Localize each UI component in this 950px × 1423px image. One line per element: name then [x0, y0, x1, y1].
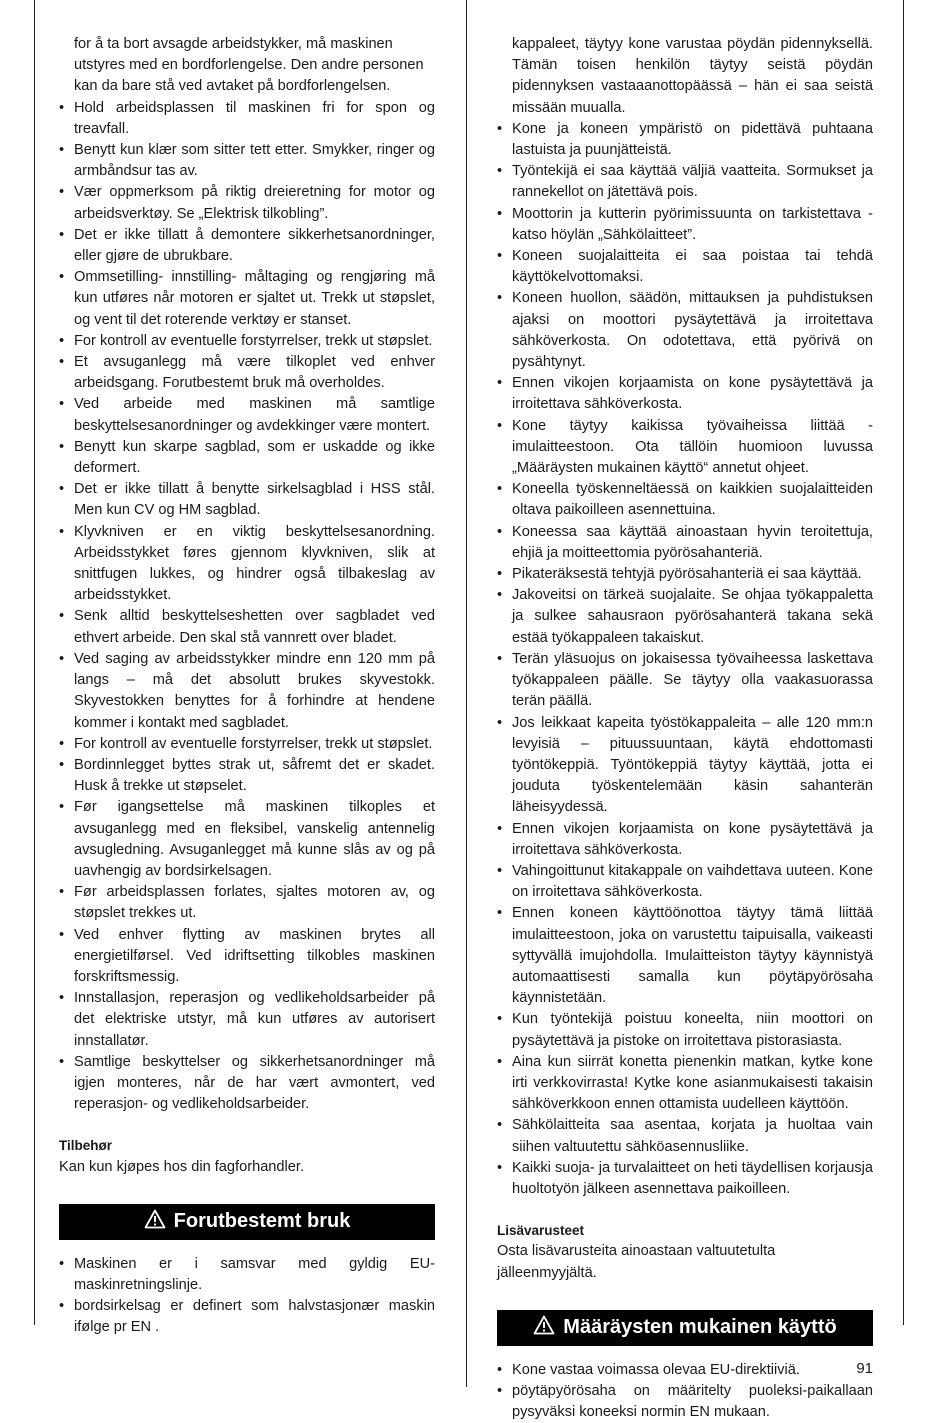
left-safety-list: [59, 98, 435, 1116]
list-item: • Før arbeidsplassen forlates, sjaltes motoren av, og støpslet trekkes ut.: [59, 882, 435, 924]
warning-triangle-icon: [144, 1209, 166, 1234]
list-item: • Kone täytyy kaikissa työvaiheissa liittää -imulaitteestoon. Ota tällöin huomioon luvussa „Määräysten mukainen käyttö“ annetut ohjeet.: [497, 416, 873, 480]
list-item: • Kaikki suoja- ja turvalaitteet on heti täydellisen korjausja huoltotyön jälkeen asennettava paikoilleen.: [497, 1158, 873, 1200]
list-item: • Innstallasjon, reperasjon og vedlikeholdsarbeider på det elektriske utstyr, må kun utføres av autorisert innstallatør.: [59, 988, 435, 1052]
list-item: • Maskinen er i samsvar med gyldig EU-maskinretningslinje.: [59, 1254, 435, 1296]
list-item: • Koneen huollon, säädön, mittauksen ja puhdistuksen ajaksi on moottori pysäytettävä ja irroitettava sähköverkosta. On odotettava, että pyörivä on pysähtynyt.: [497, 288, 873, 373]
list-item: • Koneessa saa käyttää ainoastaan hyvin teroitettuja, ehjiä ja moitteettomia pyörösahanteriä.: [497, 522, 873, 564]
list-item: • Ved arbeide med maskinen må samtlige beskyttelsesanordninger og avdekkinger være montert.: [59, 394, 435, 436]
list-item: • Klyvkniven er en viktig beskyttelsesanordning. Arbeidsstykket føres gjennom klyvkniven, slik at snittfugen lukkes, og hindrer også tilbakeslag av arbeidsstykket.: [59, 522, 435, 607]
intended-use-list: [497, 1360, 873, 1423]
list-item: • Koneella työskenneltäessä on kaikkien suojalaitteiden oltava paikoilleen asennettuina.: [497, 479, 873, 521]
right-safety-list: [497, 119, 873, 1200]
right-lead-paragraph: kappaleet, täytyy kone varustaa pöydän pidennyksellä. Tämän toisen henkilön täytyy seistä pöydän pidennyksen vastaaanottopäässä – hän ei saa seistä missään muualla.: [512, 36, 873, 116]
list-item: • Kone vastaa voimassa olevaa EU-direktiiviä.: [497, 1360, 873, 1381]
list-item: • Ennen vikojen korjaamista on kone pysäytettävä ja irroitettava sähköverkosta.: [497, 373, 873, 415]
right-column: [497, 34, 873, 1423]
list-item: • Työntekijä ei saa käyttää väljiä vaatteita. Sormukset ja rannekellot on jätettävä pois.: [497, 161, 873, 203]
accessory-heading: Lisävarusteet: [497, 1223, 585, 1239]
list-item: • Pikateräksestä tehtyjä pyörösahanteriä ei saa käyttää.: [497, 564, 873, 585]
list-item: • Jakoveitsi on tärkeä suojalaite. Se ohjaa työkappaletta ja sulkee sahausraon pyörösahanterä takana sekä estää työkappaleen takaiskut.: [497, 585, 873, 649]
list-item: • Hold arbeidsplassen til maskinen fri for spon og treavfall.: [59, 98, 435, 140]
accessory-heading: Tilbehør: [59, 1138, 113, 1154]
warning-triangle-icon: [533, 1315, 555, 1340]
left-column: [59, 34, 435, 1339]
list-item: • Et avsuganlegg må være tilkoplet ved enhver arbeidsgang. Forutbestemt bruk må overholdes.: [59, 352, 435, 394]
list-item: • Ennen vikojen korjaamista on kone pysäytettävä ja irroitettava sähköverkosta.: [497, 819, 873, 861]
list-item: • pöytäpyörösaha on määritelty puoleksi-paikallaan pysyväksi koneeksi normin EN mukaan.: [497, 1381, 873, 1423]
list-item: • Jos leikkaat kapeita työstökappaleita – alle 120 mm:n levyisiä – pituussuuntaan, käytä ehdottomasti työntökeppiä. Työntökeppiä täytyy käyttää, jotta ei jouduta työskentelemään käsin sahanterän läheisyydessä.: [497, 713, 873, 819]
list-item: • Det er ikke tillatt å benytte sirkelsagblad i HSS stål. Men kun CV og HM sagblad.: [59, 479, 435, 521]
banner-title: Määräysten mukainen käyttö: [563, 1316, 837, 1339]
page-number: 91: [856, 1360, 873, 1377]
list-item: • Koneen suojalaitteita ei saa poistaa tai tehdä käyttökelvottomaksi.: [497, 246, 873, 288]
list-item: • Terän yläsuojus on jokaisessa työvaiheessa laskettava työkappaleen päälle. Se täytyy olla vaakasuorassa terän päällä.: [497, 649, 873, 713]
list-item: • Moottorin ja kutterin pyörimissuunta on tarkistettava - katso höylän „Sähkölaitteet”.: [497, 204, 873, 246]
list-item: • Senk alltid beskyttelseshetten over sagbladet ved ethvert arbeide. Den skal stå vannrett over bladet.: [59, 606, 435, 648]
list-item: • For kontroll av eventuelle forstyrrelser, trekk ut støpslet.: [59, 331, 435, 352]
list-item: • Benytt kun klær som sitter tett etter. Smykker, ringer og armbåndsur tas av.: [59, 140, 435, 182]
list-item: • Samtlige beskyttelser og sikkerhetsanordninger må igjen monteres, når de har vært avmontert, ved reperasjon- og vedlikeholdsarbeider.: [59, 1052, 435, 1116]
list-item: • Vær oppmerksom på riktig dreieretning for motor og arbeidsverktøy. Se „Elektrisk tilkobling”.: [59, 182, 435, 224]
list-item: • Ved saging av arbeidsstykker mindre enn 120 mm på langs – må det absolutt brukes skyvestokk. Skyvestokken benyttes for å forhindre at hendene kommer i kontakt med sagbladet.: [59, 649, 435, 734]
list-item: • Kone ja koneen ympäristö on pidettävä puhtaana lastuista ja puunjätteistä.: [497, 119, 873, 161]
accessory-text: Kan kun kjøpes hos din fagforhandler.: [59, 1158, 305, 1175]
list-item: • Ved enhver flytting av maskinen brytes all energietilførsel. Ved idriftsetting tilkobles maskinen forskriftsmessig.: [59, 925, 435, 989]
left-lead-paragraph: for å ta bort avsagde arbeidstykker, må maskinen utstyres med en bordforlengelse. Den andre personen kan da bare stå ved avtaket på bordforlengelsen.: [74, 36, 424, 95]
list-item: • Bordinnlegget byttes strak ut, såfremt det er skadet. Husk å trekke ut støpselet.: [59, 755, 435, 797]
list-item: • For kontroll av eventuelle forstyrrelser, trekk ut støpslet.: [59, 734, 435, 755]
right-margin-rule: [903, 0, 904, 1325]
left-margin-rule: [34, 0, 35, 1325]
accessory-text: Osta lisävarusteita ainoastaan valtuutetulta jälleenmyyjältä.: [497, 1243, 776, 1281]
list-item: • Det er ikke tillatt å demontere sikkerhetsanordninger, eller gjøre de ubrukbare.: [59, 225, 435, 267]
list-item: • Benytt kun skarpe sagblad, som er uskadde og ikke deformert.: [59, 437, 435, 479]
banner-title: Forutbestemt bruk: [173, 1210, 351, 1233]
list-item: • Sähkölaitteita saa asentaa, korjata ja huoltaa vain siihen valtuutettu sähköasennusliike.: [497, 1115, 873, 1157]
intended-use-banner: [497, 1310, 873, 1346]
intended-use-list: [59, 1254, 435, 1339]
list-item: • Ennen koneen käyttöönottoa täytyy tämä liittää imulaitteestoon, joka on varustettu taipuisalla, vaikeasti syttyvällä imujohdolla. Imulaitteiston täytyy käynnistyä automaattisesti samalla kun pöytäpyörösaha käynnistetään.: [497, 903, 873, 1009]
center-rule: [466, 0, 467, 1387]
list-item: • Før igangsettelse må maskinen tilkoples et avsuganlegg med en fleksibel, vanskelig antennelig avsugledning. Avsuganlegget må kunne slås av og på uavhengig av bordsirkelsagen.: [59, 797, 435, 882]
list-item: • bordsirkelsag er definert som halvstasjonær maskin ifølge pr EN .: [59, 1296, 435, 1338]
list-item: • Kun työntekijä poistuu koneelta, niin moottori on pysäytettävä ja pistoke on irroitettava pistorasiasta.: [497, 1009, 873, 1051]
list-item: • Aina kun siirrät konetta pienenkin matkan, kytke kone irti verkkovirrasta! Kytke kone asianmukaisesti takaisin sähköverkkoon ennen ottamista uudelleen käyttöön.: [497, 1052, 873, 1116]
intended-use-banner: [59, 1204, 435, 1240]
list-item: • Vahingoittunut kitakappale on vaihdettava uuteen. Kone on irroitettava sähköverkosta.: [497, 861, 873, 903]
list-item: • Ommsetilling- innstilling- måltaging og rengjøring må kun utføres når motoren er sjaltet ut. Trekk ut støpslet, og vent til det roterende verktøy er stanset.: [59, 267, 435, 331]
